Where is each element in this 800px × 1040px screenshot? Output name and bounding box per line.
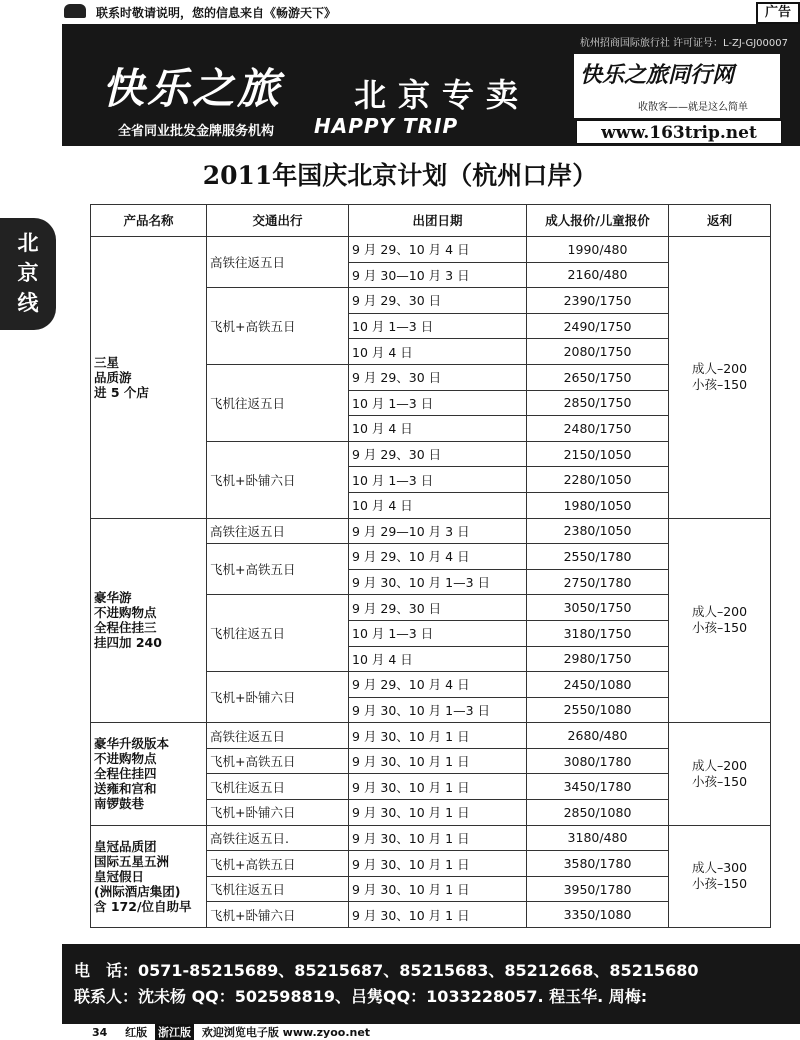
departure-dates: 9 月 29、10 月 4 日: [349, 672, 527, 698]
table-row: [91, 825, 771, 851]
contact-persons: 联系人：沈未杨 QQ：502598819、吕隽QQ：1033228057. 程玉华. 周梅:: [74, 987, 648, 1006]
transport-mode: 飞机+卧铺六日: [207, 800, 349, 826]
departure-dates: 9 月 29、30 日: [349, 595, 527, 621]
transport-mode: 飞机+卧铺六日: [207, 672, 349, 723]
col-price: 成人报价/儿童报价: [527, 205, 669, 237]
rebate-line: 小孩–150: [691, 620, 748, 636]
transport-mode: 飞机往返五日: [207, 595, 349, 672]
product-name: [91, 723, 207, 825]
transport-mode: 高铁往返五日: [207, 723, 349, 749]
side-tab-label: 北京线: [17, 231, 39, 315]
header-banner: [62, 24, 800, 146]
rebate: [669, 723, 771, 825]
peer-network-name: 快乐之旅同行网: [580, 63, 735, 88]
price: 3180/480: [527, 825, 669, 851]
transport-mode: 飞机+高铁五日: [207, 748, 349, 774]
departure-dates: 9 月 30、10 月 1 日: [349, 851, 527, 877]
rebate-line: 小孩–150: [691, 876, 748, 892]
departure-dates: 10 月 4 日: [349, 646, 527, 672]
departure-dates: 10 月 1—3 日: [349, 467, 527, 493]
product-name-line: 皇冠品质团: [94, 838, 157, 854]
col-rebate: 返利: [669, 205, 771, 237]
departure-dates: 9 月 29、10 月 4 日: [349, 544, 527, 570]
transport-mode: 飞机+高铁五日: [207, 851, 349, 877]
transport-mode: 飞机+高铁五日: [207, 288, 349, 365]
price: 2280/1050: [527, 467, 669, 493]
departure-dates: 9 月 29—10 月 3 日: [349, 518, 527, 544]
rebate-line: 成人–300: [691, 860, 748, 876]
region-edition: 浙江版: [155, 1024, 194, 1040]
departure-dates: 9 月 30、10 月 1 日: [349, 774, 527, 800]
edition: 红版: [125, 1026, 148, 1039]
price: 2750/1780: [527, 569, 669, 595]
departure-dates: 10 月 4 日: [349, 492, 527, 518]
transport-mode: 飞机往返五日: [207, 364, 349, 441]
table-header-row: [91, 205, 771, 237]
product-name-line: 不进购物点: [94, 605, 157, 621]
rebate-line: 小孩–150: [691, 377, 748, 393]
transport-mode: 高铁往返五日: [207, 237, 349, 288]
product-name-line: 不进购物点: [94, 751, 157, 767]
happy-trip: HAPPY TRIP: [314, 114, 459, 138]
product-name: [91, 518, 207, 723]
product-name-line: 皇冠假日: [94, 868, 145, 884]
product-name: [91, 825, 207, 927]
rebate: [669, 825, 771, 927]
transport-mode: 飞机+高铁五日: [207, 544, 349, 595]
magazine-logo-icon: [64, 4, 86, 18]
price: 2980/1750: [527, 646, 669, 672]
transport-mode: 高铁往返五日: [207, 518, 349, 544]
permit-number: 杭州招商国际旅行社 许可证号：L-ZJ-GJ00007: [579, 38, 788, 49]
departure-dates: 10 月 4 日: [349, 416, 527, 442]
product-name-line: 含 172/位自助早: [94, 898, 192, 914]
price: 2680/480: [527, 723, 669, 749]
rebate: [669, 518, 771, 723]
transport-mode: 高铁往返五日.: [207, 825, 349, 851]
price: 2450/1080: [527, 672, 669, 698]
page-title: 2011年国庆北京计划（杭州口岸）: [202, 161, 598, 190]
rebate-line: 小孩–150: [691, 773, 748, 789]
transport-mode: 飞机+卧铺六日: [207, 441, 349, 518]
peer-network-box: [574, 54, 784, 144]
product-name-line: 三星: [94, 354, 120, 370]
price: 2160/480: [527, 262, 669, 288]
brand-logo: 快乐之旅: [102, 64, 283, 113]
departure-dates: 9 月 30、10 月 1—3 日: [349, 569, 527, 595]
departure-dates: 9 月 30、10 月 1—3 日: [349, 697, 527, 723]
departure-dates: 10 月 1—3 日: [349, 390, 527, 416]
departure-dates: 9 月 29、30 日: [349, 441, 527, 467]
departure-dates: 9 月 30、10 月 1 日: [349, 825, 527, 851]
departure-dates: 10 月 4 日: [349, 339, 527, 365]
price: 3450/1780: [527, 774, 669, 800]
footer-tagline: 欢迎浏览电子版 www.zyoo.net: [201, 1026, 371, 1039]
product-name-line: 送雍和宫和: [94, 781, 157, 797]
price: 2850/1080: [527, 800, 669, 826]
price: 2480/1750: [527, 416, 669, 442]
product-name-line: 全程住挂四: [94, 766, 157, 782]
transport-mode: 飞机往返五日: [207, 774, 349, 800]
col-dates: 出团日期: [349, 205, 527, 237]
rebate-line: 成人–200: [691, 757, 748, 773]
website-link[interactable]: www.163trip.net: [576, 120, 782, 144]
contact-footer: [62, 944, 800, 1024]
rebate-line: 成人–200: [691, 604, 748, 620]
side-tab: [0, 218, 56, 330]
product-name: [91, 237, 207, 519]
table-row: [91, 518, 771, 544]
table-row: [91, 237, 771, 263]
rebate-line: 成人–200: [691, 361, 748, 377]
departure-dates: 10 月 1—3 日: [349, 620, 527, 646]
ad-label: 广告: [756, 2, 800, 24]
price: 3580/1780: [527, 851, 669, 877]
rebate: [669, 237, 771, 519]
departure-dates: 9 月 30、10 月 1 日: [349, 876, 527, 902]
departure-dates: 9 月 30、10 月 1 日: [349, 723, 527, 749]
product-name-line: 豪华游: [94, 590, 132, 606]
top-bar: [0, 0, 800, 24]
price: 2390/1750: [527, 288, 669, 314]
departure-dates: 9 月 29、10 月 4 日: [349, 237, 527, 263]
product-name-line: 国际五星五洲: [94, 853, 170, 869]
phone-numbers: 电 话：0571-85215689、85215687、85215683、85212668、85215680: [74, 961, 699, 980]
product-name-line: (洲际酒店集团): [94, 883, 181, 899]
price: 2080/1750: [527, 339, 669, 365]
peer-tagline: 收散客——就是这么简单: [638, 102, 748, 113]
departure-dates: 9 月 30、10 月 1 日: [349, 800, 527, 826]
slogan: 全省同业批发金牌服务机构: [118, 124, 275, 139]
price: 1990/480: [527, 237, 669, 263]
departure-dates: 9 月 29、30 日: [349, 364, 527, 390]
departure-dates: 9 月 30—10 月 3 日: [349, 262, 527, 288]
price: 3350/1080: [527, 902, 669, 928]
page-number: 34: [92, 1026, 108, 1039]
price: 3180/1750: [527, 620, 669, 646]
product-name-line: 挂四加 240: [94, 635, 162, 651]
table-row: [91, 723, 771, 749]
price: 1980/1050: [527, 492, 669, 518]
departure-dates: 9 月 29、30 日: [349, 288, 527, 314]
price: 3050/1750: [527, 595, 669, 621]
col-product: 产品名称: [91, 205, 207, 237]
departure-dates: 10 月 1—3 日: [349, 313, 527, 339]
price: 2550/1780: [527, 544, 669, 570]
beijing-special: 北京专卖: [354, 76, 531, 114]
departure-dates: 9 月 30、10 月 1 日: [349, 748, 527, 774]
col-transport: 交通出行: [207, 205, 349, 237]
transport-mode: 飞机+卧铺六日: [207, 902, 349, 928]
price: 2490/1750: [527, 313, 669, 339]
product-name-line: 全程住挂三: [94, 620, 157, 636]
tour-plan-table: [90, 204, 771, 928]
source-note: 联系时敬请说明，您的信息来自《畅游天下》: [96, 6, 337, 20]
price: 3080/1780: [527, 748, 669, 774]
price: 2380/1050: [527, 518, 669, 544]
price: 2650/1750: [527, 364, 669, 390]
price: 2150/1050: [527, 441, 669, 467]
product-name-line: 南锣鼓巷: [94, 796, 145, 812]
price: 2850/1750: [527, 390, 669, 416]
page-footer: [92, 1024, 370, 1040]
departure-dates: 9 月 30、10 月 1 日: [349, 902, 527, 928]
transport-mode: 飞机往返五日: [207, 876, 349, 902]
product-name-line: 进 5 个店: [94, 384, 149, 400]
product-name-line: 品质游: [94, 369, 132, 385]
price: 3950/1780: [527, 876, 669, 902]
product-name-line: 豪华升级版本: [94, 736, 170, 752]
peer-card: [574, 54, 780, 118]
price: 2550/1080: [527, 697, 669, 723]
